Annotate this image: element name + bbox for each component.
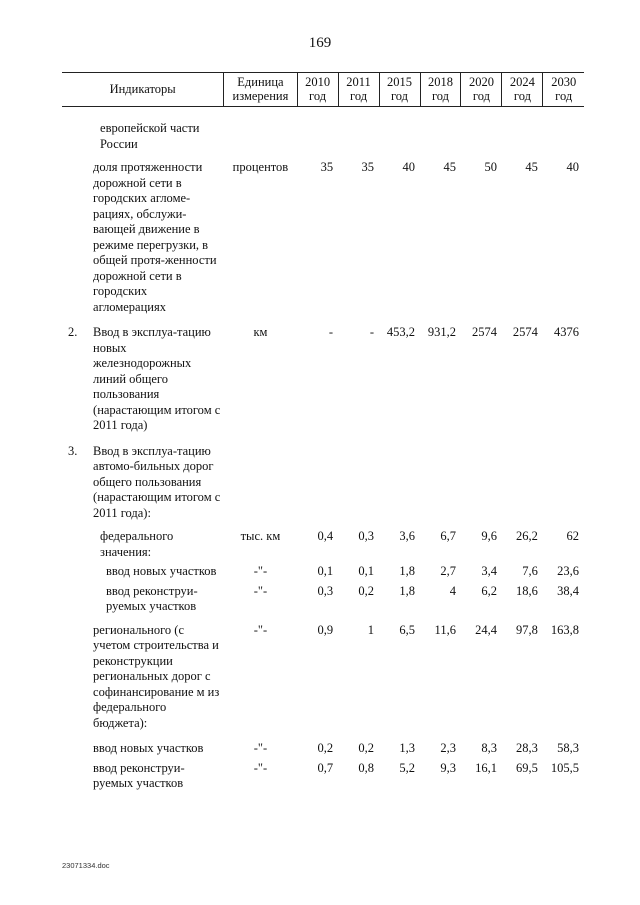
- indicator-cell: европейской части России: [100, 121, 200, 151]
- header-year: 2020 год: [461, 73, 502, 107]
- value-cell: 58,3: [557, 741, 579, 755]
- value-cell: 9,6: [481, 529, 497, 543]
- value-cell: [543, 107, 584, 153]
- unit-cell: процентов: [232, 160, 289, 174]
- value-cell: 0,2: [358, 583, 375, 598]
- indicator-cell: Ввод в эксплуа-тацию автомо-бильных дорог общего пользования (нарастающим итогом с 2011 года):: [93, 443, 221, 520]
- table-row: [62, 521, 584, 560]
- header-year: 2011 год: [338, 73, 379, 107]
- value-cell: 0,1: [358, 564, 375, 578]
- indicator-cell: ввод новых участков: [93, 741, 204, 755]
- value-cell: 0,3: [358, 529, 375, 543]
- value-cell: 0,1: [317, 564, 334, 578]
- value-cell: 4: [449, 583, 456, 598]
- unit-cell: [224, 107, 297, 153]
- value-cell: 6,2: [481, 583, 497, 598]
- value-cell: 453,2: [386, 325, 415, 339]
- value-cell: [461, 107, 502, 153]
- table-row: [62, 107, 584, 153]
- value-cell: 1,8: [399, 564, 415, 578]
- table-row: [62, 731, 584, 757]
- value-cell: 69,5: [516, 760, 538, 775]
- indicator-cell: регионального (с учетом строительства и реконструкции региональных дорог с софинансирование м из федерального бюджета):: [93, 622, 220, 730]
- page-number: 169: [308, 35, 332, 51]
- value-cell: [379, 107, 420, 153]
- value-cell: 931,2: [427, 325, 456, 339]
- header-year: 2015 год: [379, 73, 420, 107]
- row-number: [62, 107, 90, 153]
- value-cell: 24,4: [475, 622, 497, 637]
- table-row: [62, 580, 584, 615]
- value-cell: 6,7: [440, 529, 456, 543]
- value-cell: -: [369, 325, 375, 339]
- header-year: 2018 год: [420, 73, 461, 107]
- table-row: [62, 560, 584, 580]
- value-cell: 0,9: [317, 622, 334, 637]
- document-file-code: 23071334.doc: [62, 861, 110, 870]
- table-row: [62, 615, 584, 732]
- row-number: [62, 615, 90, 732]
- value-cell: [420, 107, 461, 153]
- header-year: 2024 год: [502, 73, 543, 107]
- value-cell: 3,4: [481, 564, 497, 578]
- value-cell: 2574: [512, 325, 538, 339]
- value-cell: 18,6: [516, 583, 538, 598]
- value-cell: 6,5: [399, 622, 415, 637]
- header-unit: Единица измерения: [224, 73, 297, 107]
- value-cell: 28,3: [516, 741, 538, 755]
- value-cell: 35: [361, 160, 375, 174]
- value-cell: 2,3: [440, 741, 456, 755]
- indicators-table: [62, 72, 584, 792]
- unit-cell: -"-: [253, 564, 268, 578]
- value-cell: 45: [525, 160, 538, 174]
- value-cell: 3,6: [399, 529, 415, 543]
- row-number: 3.: [68, 443, 78, 458]
- value-cell: 163,8: [550, 622, 579, 637]
- unit-cell: -"-: [253, 741, 268, 755]
- value-cell: [297, 107, 338, 153]
- value-cell: [420, 434, 461, 522]
- header-year: 2030 год: [543, 73, 584, 107]
- row-number: [62, 757, 90, 792]
- value-cell: 9,3: [440, 760, 456, 775]
- value-cell: [338, 107, 379, 153]
- unit-cell: тыс. км: [240, 529, 281, 543]
- value-cell: [461, 434, 502, 522]
- value-cell: 45: [443, 160, 456, 174]
- value-cell: 62: [566, 529, 579, 543]
- value-cell: 105,5: [550, 760, 579, 775]
- indicator-cell: федерального значения:: [100, 529, 174, 559]
- unit-cell: [224, 434, 297, 522]
- unit-cell: -"-: [253, 583, 268, 598]
- value-cell: 0,8: [358, 760, 375, 775]
- value-cell: 16,1: [475, 760, 497, 775]
- row-number: [62, 731, 90, 757]
- value-cell: 50: [484, 160, 497, 174]
- row-number: [62, 560, 90, 580]
- value-cell: 7,6: [522, 564, 538, 578]
- table-row: [62, 757, 584, 792]
- indicator-cell: доля протяженности дорожной сети в городских агломе-рациях, обслужи-вающей движение в режиме перегрузки, в общей протя-женности дорожной сети в городских агломерациях: [93, 160, 217, 314]
- value-cell: 2,7: [440, 564, 456, 578]
- value-cell: 8,3: [481, 741, 497, 755]
- value-cell: 5,2: [399, 760, 415, 775]
- value-cell: 2574: [471, 325, 497, 339]
- indicator-cell: ввод реконструи-руемых участков: [106, 583, 198, 613]
- unit-cell: -"-: [253, 760, 268, 775]
- value-cell: 40: [402, 160, 415, 174]
- header-year: 2010 год: [297, 73, 338, 107]
- value-cell: 35: [320, 160, 334, 174]
- header-indicators: Индикаторы: [62, 73, 224, 107]
- value-cell: -: [328, 325, 334, 339]
- value-cell: 0,2: [317, 741, 334, 755]
- value-cell: 26,2: [516, 529, 538, 543]
- value-cell: 23,6: [557, 564, 579, 578]
- row-number: 2.: [68, 325, 78, 339]
- unit-cell: -"-: [253, 622, 268, 637]
- value-cell: 11,6: [434, 622, 456, 637]
- value-cell: 0,2: [358, 741, 375, 755]
- value-cell: 40: [566, 160, 579, 174]
- value-cell: [543, 434, 584, 522]
- value-cell: [502, 107, 543, 153]
- value-cell: 1,8: [399, 583, 415, 598]
- table-header-row: [62, 73, 584, 107]
- value-cell: 97,8: [516, 622, 538, 637]
- value-cell: [297, 434, 338, 522]
- row-number: [62, 580, 90, 615]
- unit-cell: км: [253, 325, 268, 339]
- value-cell: [502, 434, 543, 522]
- value-cell: 4376: [554, 325, 579, 339]
- indicator-cell: ввод реконструи-руемых участков: [93, 760, 185, 790]
- value-cell: 0,3: [317, 583, 334, 598]
- row-number: [62, 152, 90, 315]
- value-cell: [338, 434, 379, 522]
- value-cell: 0,7: [317, 760, 334, 775]
- value-cell: 0,4: [317, 529, 334, 543]
- table-row: [62, 152, 584, 315]
- row-number: [62, 521, 90, 560]
- table-row: [62, 434, 584, 522]
- value-cell: 1,3: [399, 741, 415, 755]
- value-cell: 38,4: [557, 583, 579, 598]
- value-cell: [379, 434, 420, 522]
- table-row: [62, 315, 584, 434]
- value-cell: 1: [367, 622, 375, 637]
- indicator-cell: ввод новых участков: [106, 564, 217, 578]
- indicator-cell: Ввод в эксплуа-тацию новых железнодорожных линий общего пользования (нарастающим итогом с 2011 года): [93, 325, 221, 432]
